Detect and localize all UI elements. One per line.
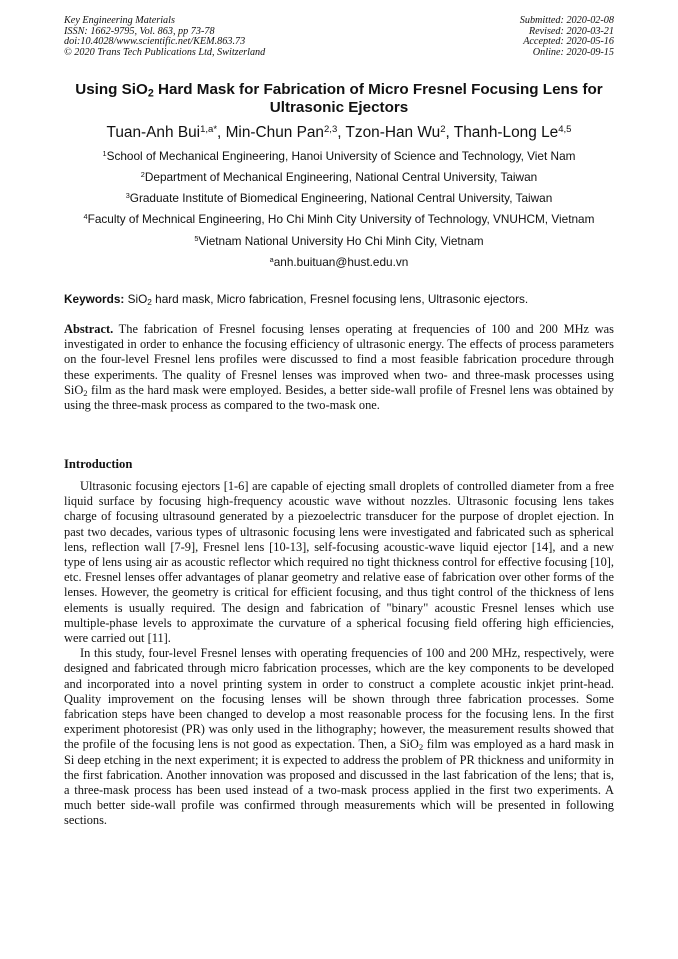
journal-issn: ISSN: 1662-9795, Vol. 863, pp 73-78 [64,25,215,37]
abstract-label: Abstract. [64,322,114,336]
journal-info [64,16,265,58]
journal-doi: doi:10.4028/www.scientific.net/KEM.863.73 [64,36,246,48]
date-online: Online: 2020-09-15 [532,46,614,58]
date-submitted: Submitted: 2020-02-08 [519,15,614,26]
journal-name: Key Engineering Materials [64,15,175,26]
publication-dates [520,16,614,58]
author: Tuan-Anh Bui$^{1,a*}$, [106,123,226,141]
section-heading-introduction: Introduction [64,457,133,471]
date-revised: Revised: 2020-03-21 [528,25,614,37]
keywords-label: Keywords: [64,292,125,306]
affiliation: $^2$Department of Mechanical Engineering, National Central University, Taiwan [140,169,538,184]
paragraph: In this study, four-level Fresnel lenses with operating frequencies of 100 and 200 MHz, respectively, were designed and fabricated through micro fabrication processes, which are the key components to be developed and incorporated into a novel printing system in order to construct a complete acoustic inkjet print-head. Quality improvement on the focusing lenses will be shown through three fabrication processes. Some fabrication steps have been changed to develop a most reasonable process for the focusing lens. In the first experiment photoresist (PR) was only used in the lithography; however, the measurement results showed that the profile of the focusing lens is not good as expectation. Then, a SiO$_2$ film was employed as a hard mask in Si deep etching in the next experiment; it is expected to address the problem of PR thickness and uniformity in the first fabrication. Another innovation was proposed and discussed in the last fabrication of the lens; that is, a three-mask process has been used instead of a two-mask process applied in the first two experiments. A much better side-wall profile was confirmed through measurements which will be presented in following sections. [64,646,614,828]
author-list [20,124,658,142]
introduction-body [64,479,614,829]
affiliation: $^4$Faculty of Mechnical Engineering, Ho Chi Minh City University of Technology, VNUHCM, Vietnam [83,211,595,226]
abstract: Abstract. The fabrication of Fresnel focusing lenses operating at frequencies of 100 and 200 MHz was investigated in order to enhance the focusing efficiency of ultrasonic energy. The effects of process parameters on the four-level Fresnel lens profiles were discussed to find a most feasible fabrication procedure through these experiments. The quality of Fresnel lenses was improved when two- and three-mask processes using SiO$_2$ film as the hard mask were employed. Besides, a better side-wall profile of Fresnel lens was obtained by using the three-mask process as compared to the two-mask one. [64,322,614,413]
keywords: Keywords: SiO$_2$ hard mask, Micro fabrication, Fresnel focusing lens, Ultrasonic ejectors. [64,292,529,308]
author-email[interactable]: $^a$anh.buituan@hust.edu.vn [269,254,409,269]
journal-copyright: © 2020 Trans Tech Publications Ltd, Switzerland [64,46,266,58]
author: Thanh-Long Le$^{4,5}$ [453,123,572,141]
paper-title: Using SiO$_2$ Hard Mask for Fabrication of Micro Fresnel Focusing Lens for Ultrasonic Ejectors [75,81,603,116]
affiliation: $^1$School of Mechanical Engineering, Hanoi University of Science and Technology, Viet Nam [102,148,576,163]
paragraph: Ultrasonic focusing ejectors [1-6] are capable of ejecting small droplets of controlled diameter from a free liquid surface by focusing high-frequency acoustic wave without nozzles. Ultrasonic focusing lens takes charge of focusing ultrasound generated by a piezoelectric transducer for the purpose of droplet ejection. In past two decades, various types of ultrasonic focusing lens were investigated and fabricated such as spherical lens, reflection wall [7-9], Fresnel lens [10-13], self-focusing acoustic-wave liquid ejector [14], and a new type of lens using air as acoustic reflector which required no tight thickness control for effective focusing [10], etc. Fresnel lenses offer advantages of planar geometry and relative ease of fabrication over other forms of the lenses. However, the geometry is critical for efficient focusing, and thus tight control of the thickness of lens elements is usually required. The design and fabrication of "binary" acoustic Fresnel lenses which use multiple-phase levels to approximate the curvature of a spherical focusing field offering high efficiencies, were carried out [11]. [64,479,614,646]
date-accepted: Accepted: 2020-05-16 [523,36,614,48]
affiliation: $^5$Vietnam National University Ho Chi Minh City, Vietnam [194,233,484,248]
author: Tzon-Han Wu$^2$, [345,123,454,141]
affiliation: $^3$Graduate Institute of Biomedical Engineering, National Central University, Taiwan [125,190,553,205]
author: Min-Chun Pan$^{2,3}$, [225,123,346,141]
